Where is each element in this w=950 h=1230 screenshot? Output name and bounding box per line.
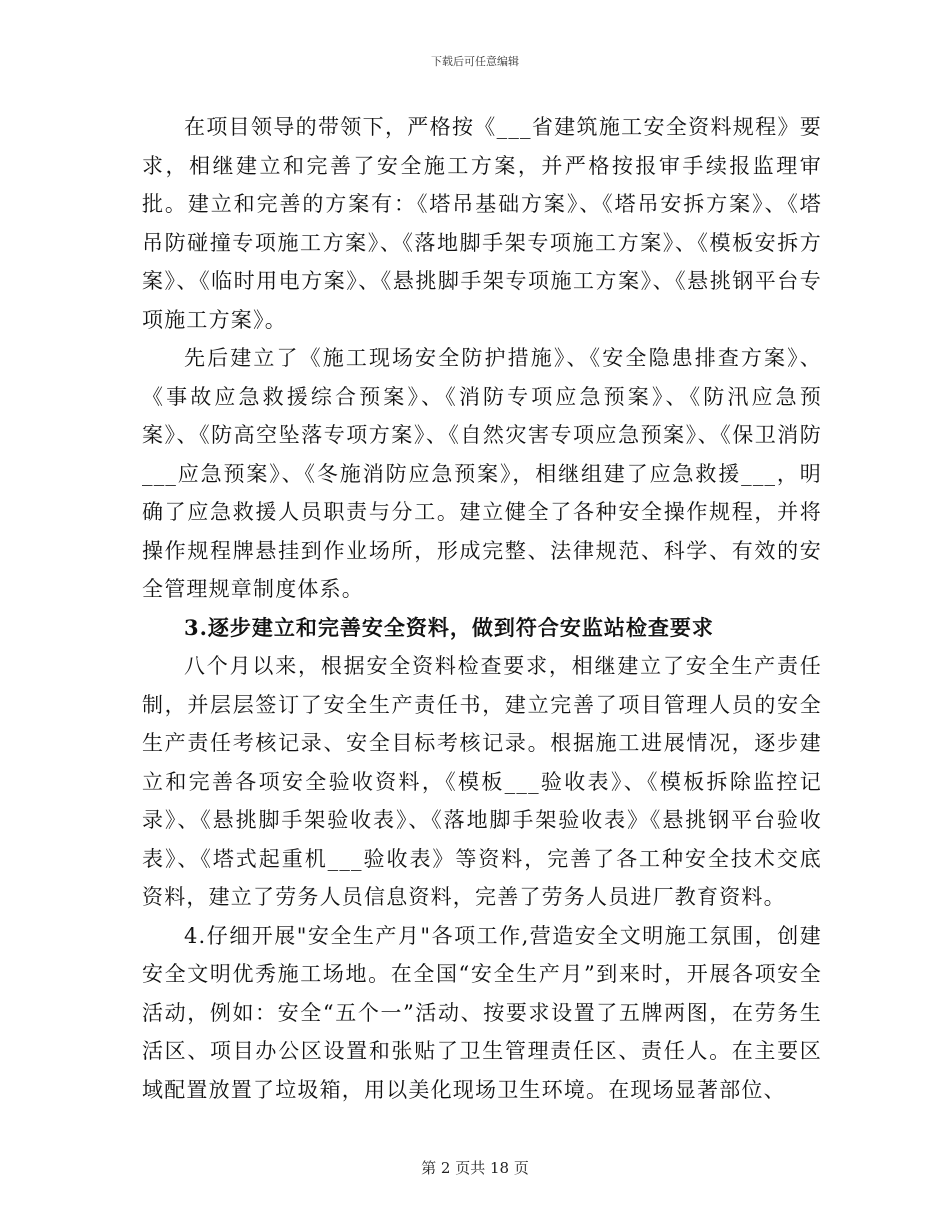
paragraph-emergency-plans: 先后建立了《施工现场安全防护措施》、《安全隐患排查方案》、《事故应急救援综合预案》、《消防专项应急预案》、《防汛应急预案》、《防高空坠落专项方案》、《自然灾害专项应急预案》、《保卫消防___应急预案》、《冬施消防应急预案》，相继组建了应急救援___，明确了应急救援人员职责与分工。建立健全了各种安全操作规程，并将操作规程牌悬挂到作业场所，形成完整、法律规范、科学、有效的安全管理规章制度体系。 <box>142 346 822 601</box>
paragraph-safety-plans: 在项目领导的带领下，严格按《___省建筑施工安全资料规程》要求，相继建立和完善了安全施工方案，并严格按报审手续报监理审批。建立和完善的方案有：《塔吊基础方案》、《塔吊安拆方案》、《塔吊防碰撞专项施工方案》、《落地脚手架专项施工方案》、《模板安拆方案》、《临时用电方案》、《悬挑脚手架专项施工方案》、《悬挑钢平台专项施工方案》。 <box>142 115 822 332</box>
page-number-footer: 第 2 页共 18 页 <box>421 1159 529 1177</box>
page-header: 下载后可任意编辑 <box>431 55 519 68</box>
paragraph-safety-month: 4.仔细开展"安全生产月"各项工作,营造安全文明施工氛围，创建安全文明优秀施工场地。在全国“安全生产月”到来时，开展各项安全活动，例如：安全“五个一”活动、按要求设置了五牌两图，在劳务生活区、项目办公区设置和张贴了卫生管理责任区、责任人。在主要区域配置放置了垃圾箱，用以美化现场卫生环境。在现场显著部位、 <box>142 923 822 1102</box>
document-body <box>142 108 822 1109</box>
section-heading-safety-records: 3.逐步建立和完善安全资料，做到符合安监站检查要求 <box>184 614 714 640</box>
paragraph-safety-records: 八个月以来，根据安全资料检查要求，相继建立了安全生产责任制，并层层签订了安全生产责任书，建立完善了项目管理人员的安全生产责任考核记录、安全目标考核记录。根据施工进展情况，逐步建立和完善各项安全验收资料，《模板___验收表》、《模板拆除监控记录》、《悬挑脚手架验收表》、《落地脚手架验收表》《悬挑钢平台验收表》、《塔式起重机___验收表》等资料，完善了各工种安全技术交底资料，建立了劳务人员信息资料，完善了劳务人员进厂教育资料。 <box>142 654 822 909</box>
